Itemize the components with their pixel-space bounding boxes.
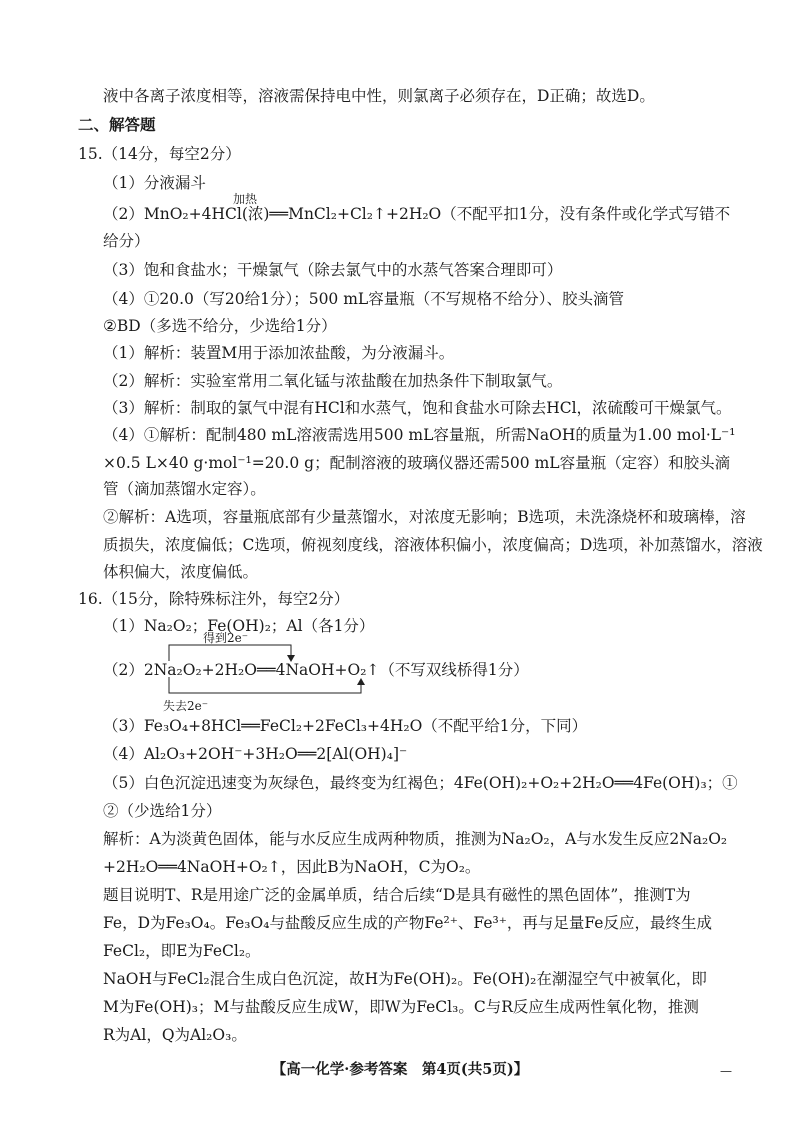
equation-line: （2）2Na₂O₂+2H₂O══4NaOH+O₂↑（不写双线桥得1分） [103,661,529,679]
text-line: 管（滴加蒸馏水定容）。 [103,480,266,498]
gain-electrons-label: 得到2e⁻ [203,631,249,645]
text-line: 体积偏大，浓度偏低。 [103,563,259,581]
text-line: （5）白色沉淀迅速变为灰绿色，最终变为红褐色；4Fe(OH)₂+O₂+2H₂O══4Fe(OH)₃；① [103,774,738,792]
text-line: （1）解析：装置M用于添加浓盐酸，为分液漏斗。 [103,344,455,362]
text-line: M为Fe(OH)₃；M与盐酸反应生成W，即W为FeCl₃。C与R反应生成两性氧化物，推测 [103,998,699,1016]
page-footer: 【高一化学·参考答案 第4页(共5页)】 [271,1061,529,1078]
text-line: FeCl₂，即E为FeCl₂。 [103,942,261,960]
equation-line: （2）MnO₂+4HCl(浓)══MnCl₂+Cl₂↑+2H₂O（不配平扣1分，没有条件或化学式写错不 [103,205,731,223]
question-heading: 15.（14分，每空2分） [78,145,241,163]
lose-electrons-label: 失去2e⁻ [163,699,209,713]
text-line: ②解析：A选项，容量瓶底部有少量蒸馏水，对浓度无影响；B选项，未洗涤烧杯和玻璃棒，溶 [103,508,746,526]
text-line: （4）①20.0（写20给1分）；500 mL容量瓶（不写规格不给分）、胶头滴管 [103,290,624,308]
corner-mark: — [720,1064,732,1078]
text-line: ②（少选给1分） [103,802,222,820]
text-line: ×0.5 L×40 g·mol⁻¹=20.0 g；配制溶液的玻璃仪器还需500 mL容量瓶（定容）和胶头滴 [103,454,731,472]
equation-line: （3）Fe₃O₄+8HCl══FeCl₂+2FeCl₃+4H₂O（不配平给1分，下同） [103,717,588,735]
question-heading: 16.（15分，除特殊标注外，每空2分） [78,590,350,608]
text-line: +2H₂O══4NaOH+O₂↑，因此B为NaOH，C为O₂。 [103,858,481,876]
heat-condition-label: 加热 [233,192,258,206]
text-line: 给分） [103,232,150,250]
text-line: Fe，D为Fe₃O₄。Fe₃O₄与盐酸反应生成的产物Fe²⁺、Fe³⁺，再与足量Fe反应，最终生成 [103,914,712,932]
text-line: ②BD（多选不给分，少选给1分） [103,317,337,335]
text-line: 质损失，浓度偏低；C选项，俯视刻度线，溶液体积偏小，浓度偏高；D选项，补加蒸馏水，溶液 [103,536,763,554]
text-line: NaOH与FeCl₂混合生成白色沉淀，故H为Fe(OH)₂。Fe(OH)₂在潮湿空气中被氧化，即 [103,970,707,988]
text-line: R为Al，Q为Al₂O₃。 [103,1026,247,1044]
text-line: （4）①解析：配制480 mL溶液需选用500 mL容量瓶，所需NaOH的质量为1.00 mol·L⁻¹ [103,426,736,444]
text-line: 解析：A为淡黄色固体，能与水反应生成两种物质，推测为Na₂O₂，A与水发生反应2Na₂O₂ [103,830,728,848]
text-line: （1）Na₂O₂；Fe(OH)₂；Al（各1分） [103,617,375,635]
text-line: （3）解析：制取的氯气中混有HCl和水蒸气，饱和食盐水可除去HCl，浓硫酸可干燥氯气。 [103,399,732,417]
text-line: 液中各离子浓度相等，溶液需保持电中性，则氯离子必须存在，D正确；故选D。 [103,87,655,105]
text-line: （1）分液漏斗 [103,174,206,192]
text-line: （3）饱和食盐水；干燥氯气（除去氯气中的水蒸气答案合理即可） [103,261,563,279]
equation-line: （4）Al₂O₃+2OH⁻+3H₂O══2[Al(OH)₄]⁻ [103,745,408,763]
text-line: 题目说明T、R是用途广泛的金属单质，结合后续“D是具有磁性的黑色固体”，推测T为 [103,886,691,904]
text-line: （2）解析：实验室常用二氧化锰与浓盐酸在加热条件下制取氯气。 [103,372,563,390]
section-heading: 二、解答题 [78,115,156,134]
